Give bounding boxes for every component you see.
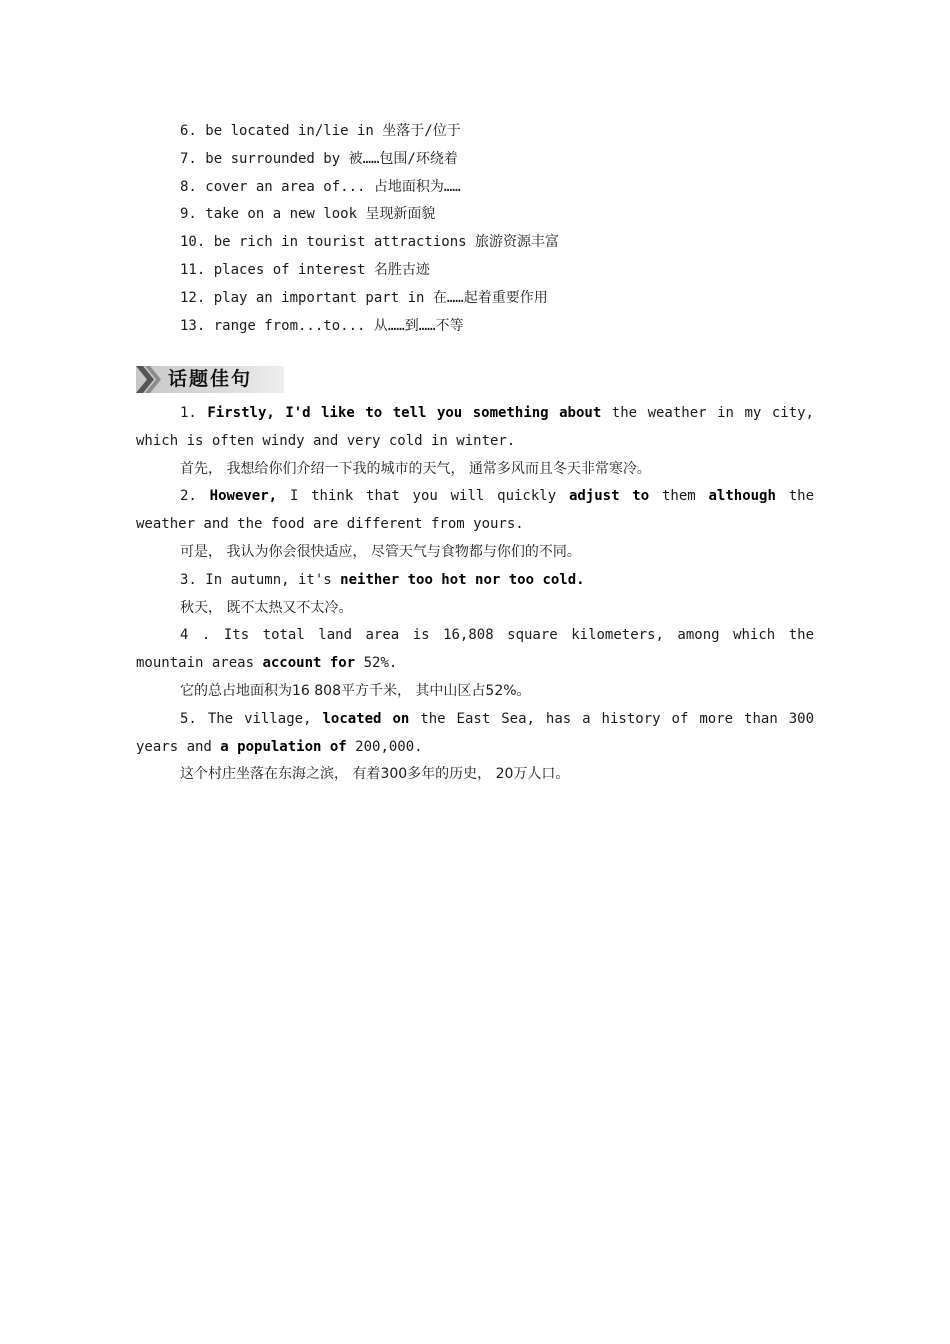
sentence-text: the weather and the food are different from yours. bbox=[136, 488, 815, 533]
section-header bbox=[136, 366, 284, 393]
section-title: 话题佳句 bbox=[168, 368, 253, 390]
phrase-item: 10. be rich in tourist attractions 旅游资源丰富 bbox=[180, 234, 560, 251]
sentence-text: the East Sea, has a history of more than 300 years and bbox=[136, 710, 814, 755]
key-phrase: account for bbox=[262, 655, 356, 672]
key-phrase: although bbox=[708, 488, 776, 505]
sentence-text: 1. bbox=[180, 405, 208, 421]
key-phrase: neither too hot nor too cold. bbox=[340, 571, 585, 588]
sentence-chinese: 可是， 我认为你会很快适应， 尽管天气与食物都与你们的不同。 bbox=[180, 543, 581, 560]
key-phrase: a population of bbox=[220, 738, 347, 755]
sentence-chinese: 它的总占地面积为16 808平方千米， 其中山区占52%。 bbox=[180, 682, 531, 699]
phrase-item: 11. places of interest 名胜古迹 bbox=[180, 261, 430, 278]
phrase-item: 6. be located in/lie in 坐落于/位于 bbox=[180, 123, 461, 139]
phrase-item: 13. range from...to... 从……到……不等 bbox=[180, 317, 464, 334]
key-phrase: However, bbox=[209, 488, 278, 505]
sentence-list bbox=[136, 400, 814, 789]
sentence-chinese: 这个村庄坐落在东海之滨， 有着300多年的历史， 20万人口。 bbox=[180, 766, 570, 783]
sentence-text: 52%. bbox=[355, 655, 398, 672]
key-phrase: Firstly, I'd like to tell you something about bbox=[207, 405, 602, 421]
sentence-text: 3. In autumn, it's bbox=[180, 571, 341, 588]
sentence-english bbox=[136, 400, 814, 456]
sentence-text: 5. The village, bbox=[180, 710, 323, 727]
phrase-item: 12. play an important part in 在……起着重要作用 bbox=[180, 289, 548, 306]
key-phrase: adjust to bbox=[568, 488, 650, 505]
sentence-text: the weather in my city, which is often windy and very cold in winter. bbox=[136, 405, 814, 449]
sentence-text: 4 . Its total land area is 16,808 square kilometers, among which the mountain areas bbox=[136, 627, 814, 672]
sentence-text: them bbox=[649, 488, 709, 505]
sentence-text: I think that you will quickly bbox=[277, 488, 569, 505]
sentence-text: 2. bbox=[180, 488, 210, 505]
phrase-item: 9. take on a new look 呈现新面貌 bbox=[180, 206, 436, 223]
phrase-item: 7. be surrounded by 被……包围/环绕着 bbox=[180, 150, 458, 167]
sentence-text: 200,000. bbox=[346, 738, 423, 755]
phrase-list bbox=[180, 118, 820, 340]
sentence-chinese: 首先， 我想给你们介绍一下我的城市的天气， 通常多风而且冬天非常寒冷。 bbox=[180, 460, 651, 477]
sentence-english bbox=[136, 622, 814, 678]
sentence-chinese: 秋天， 既不太热又不太冷。 bbox=[180, 599, 353, 616]
chevron-right-icon bbox=[136, 366, 162, 393]
key-phrase: located on bbox=[322, 710, 410, 727]
sentence-english bbox=[136, 567, 814, 595]
sentence-english bbox=[136, 483, 814, 539]
phrase-item: 8. cover an area of... 占地面积为…… bbox=[180, 178, 461, 195]
sentence-english bbox=[136, 706, 814, 762]
